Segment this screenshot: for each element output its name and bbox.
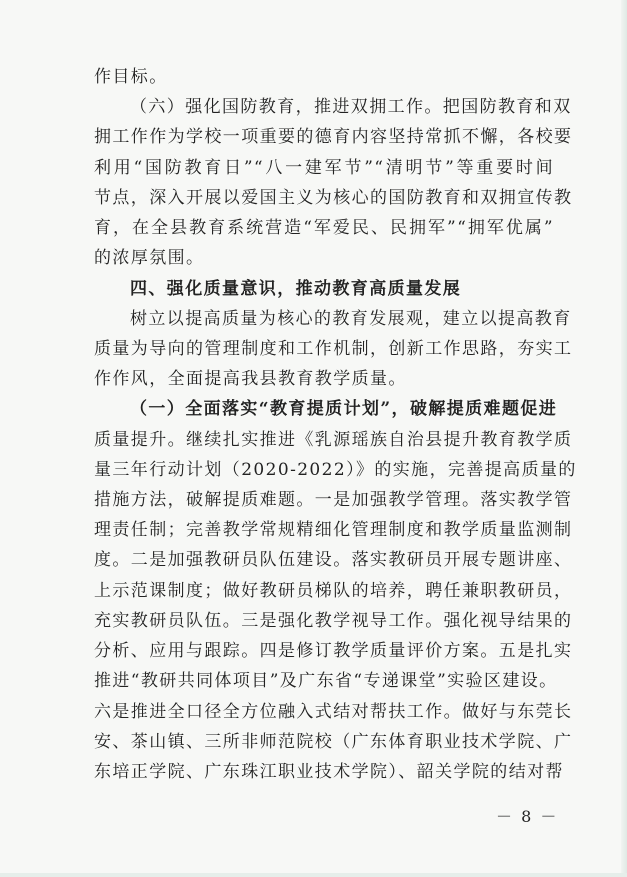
text-line: 度。二是加强教研员队伍建设。落实教研员开展专题讲座、 xyxy=(94,550,573,570)
text-line: 六是推进全口径全方位融入式结对帮扶工作。做好与东莞长 xyxy=(94,702,573,722)
text-line: 推进“教研共同体项目”及广东省“专递课堂”实验区建设。 xyxy=(94,671,558,691)
text-line: 的浓厚氛围。 xyxy=(94,248,205,268)
scan-edge-bottom xyxy=(0,873,627,877)
text-line: 安、茶山镇、三所非师范院校（广东体育职业技术学院、广 xyxy=(94,732,573,752)
text-line: 拥工作作为学校一项重要的德育内容坚持常抓不懈，各校要 xyxy=(94,127,573,147)
text-line: 作作风，全面提高我县教育教学质量。 xyxy=(94,369,407,389)
scan-edge-right xyxy=(621,0,627,877)
text-line: 措施方法，破解提质难题。一是加强教学管理。落实教学管 xyxy=(94,490,573,510)
text-line: 理责任制；完善教学常规精细化管理制度和教学质量监测制 xyxy=(94,520,573,540)
text-line: 育，在全县教育系统营造“军爱民、民拥军”“拥军优属” xyxy=(94,218,554,238)
text-line: 量三年行动计划（2020-2022）》的实施，完善提高质量的 xyxy=(94,460,577,480)
text-line: 节点，深入开展以爱国主义为核心的国防教育和双拥宣传教 xyxy=(94,188,573,208)
text-line: 作目标。 xyxy=(94,67,168,87)
text-line: 树立以提高质量为核心的教育发展观，建立以提高教育 xyxy=(130,309,572,329)
text-line: 上示范课制度；做好教研员梯队的培养，聘任兼职教研员， xyxy=(94,581,573,601)
subsection-heading: （一）全面落实“教育提质计划”，破解提质难题促进 xyxy=(130,399,558,419)
text-line: 质量为导向的管理制度和工作机制，创新工作思路，夯实工 xyxy=(94,339,573,359)
text-line: （六）强化国防教育，推进双拥工作。把国防教育和双 xyxy=(130,97,572,117)
text-line: 东培正学院、广东珠江职业技术学院）、韶关学院的结对帮 xyxy=(94,762,564,782)
page-number: － 8 － xyxy=(496,807,559,826)
text-line: 充实教研员队伍。三是强化教学视导工作。强化视导结果的 xyxy=(94,611,573,631)
text-line: 分析、应用与跟踪。四是修订教学质量评价方案。五是扎实 xyxy=(94,641,573,661)
text-line: 利用“国防教育日”“八一建军节”“清明节”等重要时间 xyxy=(94,158,554,178)
text-line: 质量提升。继续扎实推进《乳源瑶族自治县提升教育教学质 xyxy=(94,430,573,450)
section-heading: 四、强化质量意识，推动教育高质量发展 xyxy=(130,279,462,299)
